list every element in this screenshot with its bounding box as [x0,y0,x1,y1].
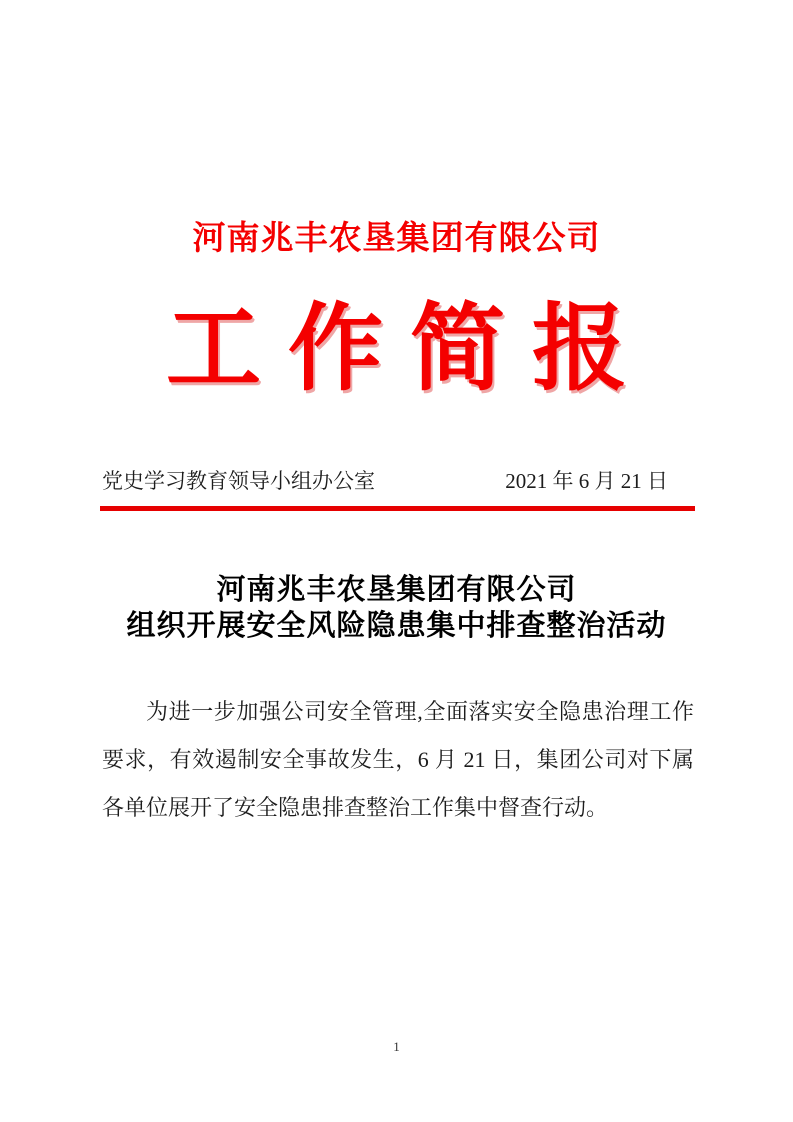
masthead-divider-rule [100,506,695,511]
article-body-paragraph: 为进一步加强公司安全管理,全面落实安全隐患治理工作要求，有效遏制安全事故发生，6 月 21 日，集团公司对下属各单位展开了安全隐患排查整治工作集中督查行动。 [102,699,694,820]
bulletin-title: 工作简报 [165,296,654,402]
page-footer [0,1038,793,1056]
issuing-office: 党史学习教育领导小组办公室 [102,469,375,493]
article-heading-line1: 河南兆丰农垦集团有限公司 [216,574,577,606]
article-heading [0,572,793,644]
issue-line [102,466,668,496]
article-heading-line2: 组织开展安全风险隐患集中排查整治活动 [126,610,667,642]
company-title: 河南兆丰农垦集团有限公司 [192,221,601,257]
issue-date: 2021 年 6 月 21 日 [505,469,668,493]
page-number: 1 [393,1039,400,1054]
